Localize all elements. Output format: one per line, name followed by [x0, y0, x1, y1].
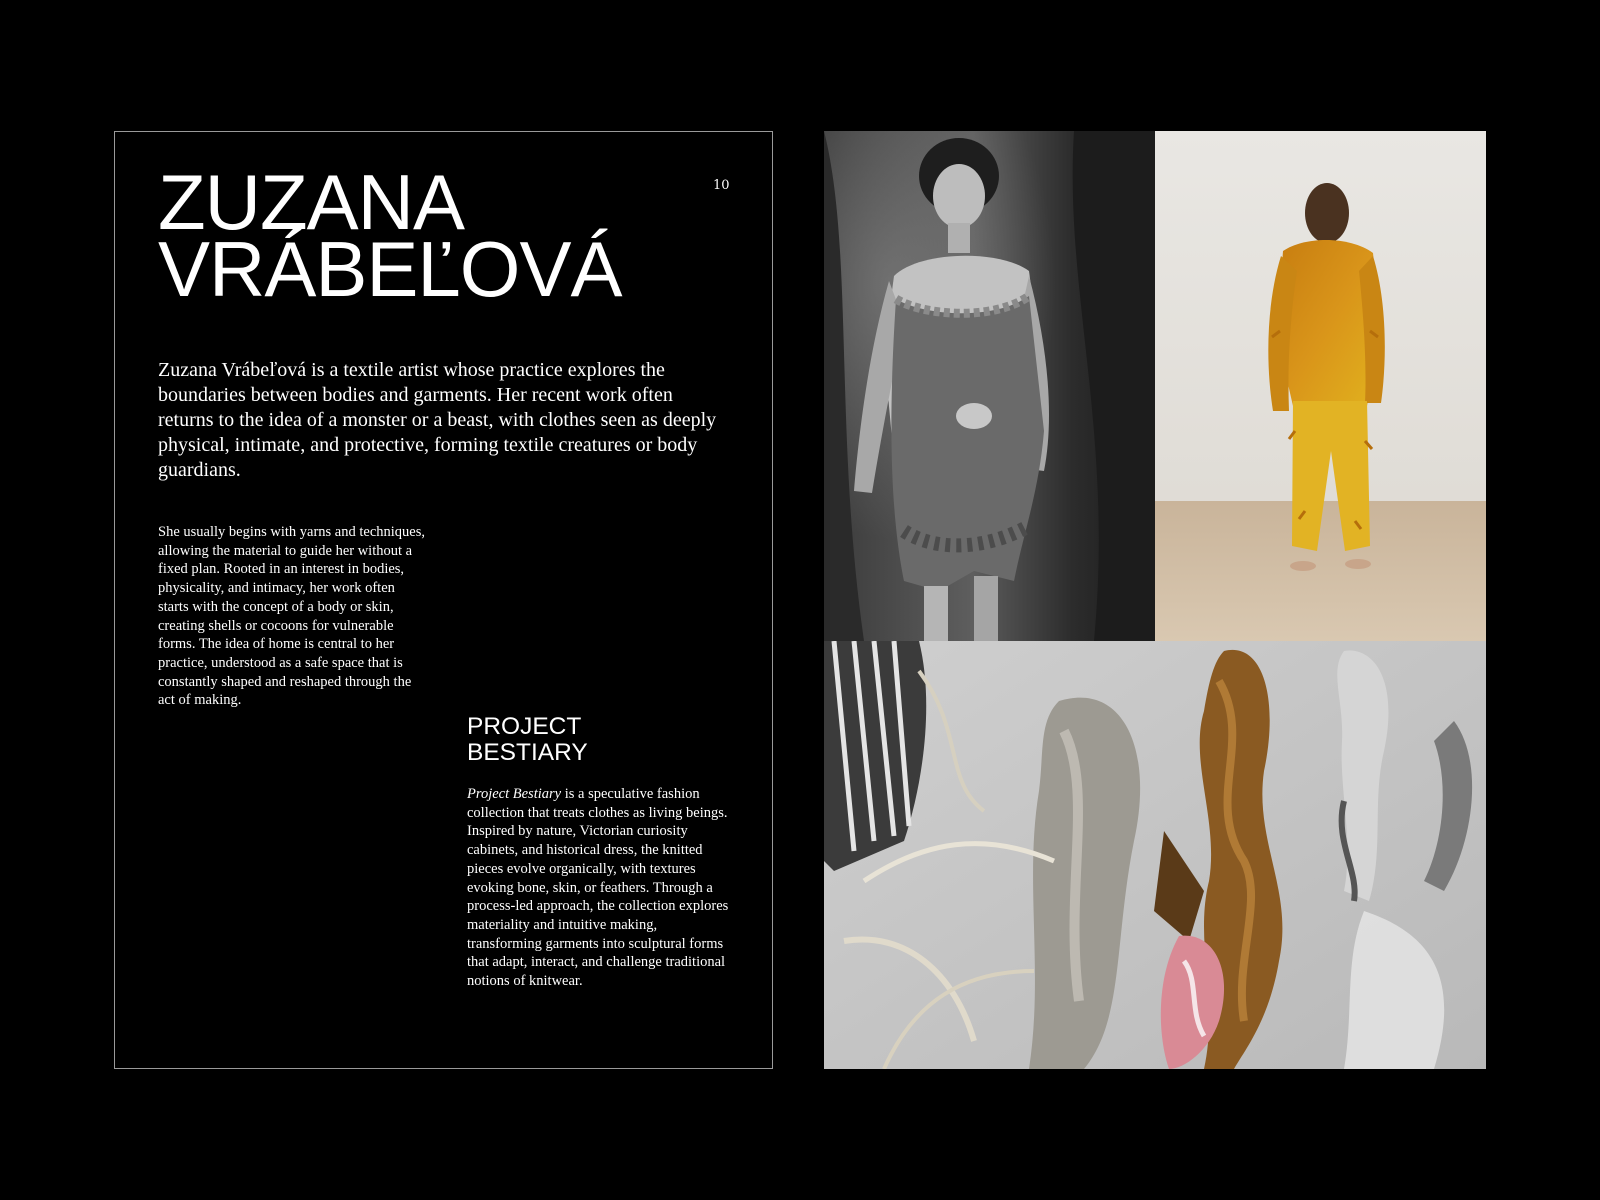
mustard-suit-photo — [1155, 131, 1486, 641]
project-description — [467, 785, 729, 991]
project-title-line1: PROJECT — [467, 713, 582, 740]
bio-paragraph: She usually begins with yarns and techniques, allowing the material to guide her without a fixed plan. Rooted in an interest in bodies, physicality, and intimacy, her work often starts with the concept of a body or skin, creating shells or cocoons for vulnerable forms. The idea of home is central to her practice, understood as a safe space that is constantly shaped and reshaped through the act of making. — [158, 524, 425, 709]
textile-pieces-photo — [824, 641, 1486, 1069]
left-page — [114, 131, 773, 1069]
bw-portrait-photo — [824, 131, 1155, 641]
project-title — [467, 714, 588, 766]
photo-page — [824, 131, 1486, 1069]
artist-name-line2: VRÁBEĽOVÁ — [158, 225, 622, 313]
artist-name — [158, 158, 622, 313]
intro-paragraph: Zuzana Vrábeľová is a textile artist whose practice explores the boundaries between bodies and garments. Her recent work often returns to the idea of a monster or a beast, with clothes seen as deeply physical, intimate, and protective, forming textile creatures or body guardians. — [158, 359, 717, 481]
project-title-line2: BESTIARY — [467, 739, 588, 766]
artist-name-line1: ZUZANA — [158, 158, 464, 246]
page-number: 10 — [713, 178, 730, 193]
project-description-text: is a speculative fashion collection that treats clothes as living beings. Inspired by nature, Victorian curiosity cabinets, and historical dress, the knitted pieces evolve organically, with textures evoking bone, skin, or feathers. Through a process-led approach, the collection explores materiality and intuitive making, transforming garments into sculptural forms that adapt, interact, and challenge traditional notions of knitwear. — [467, 786, 729, 990]
project-name-italic: Project Bestiary — [467, 786, 562, 802]
